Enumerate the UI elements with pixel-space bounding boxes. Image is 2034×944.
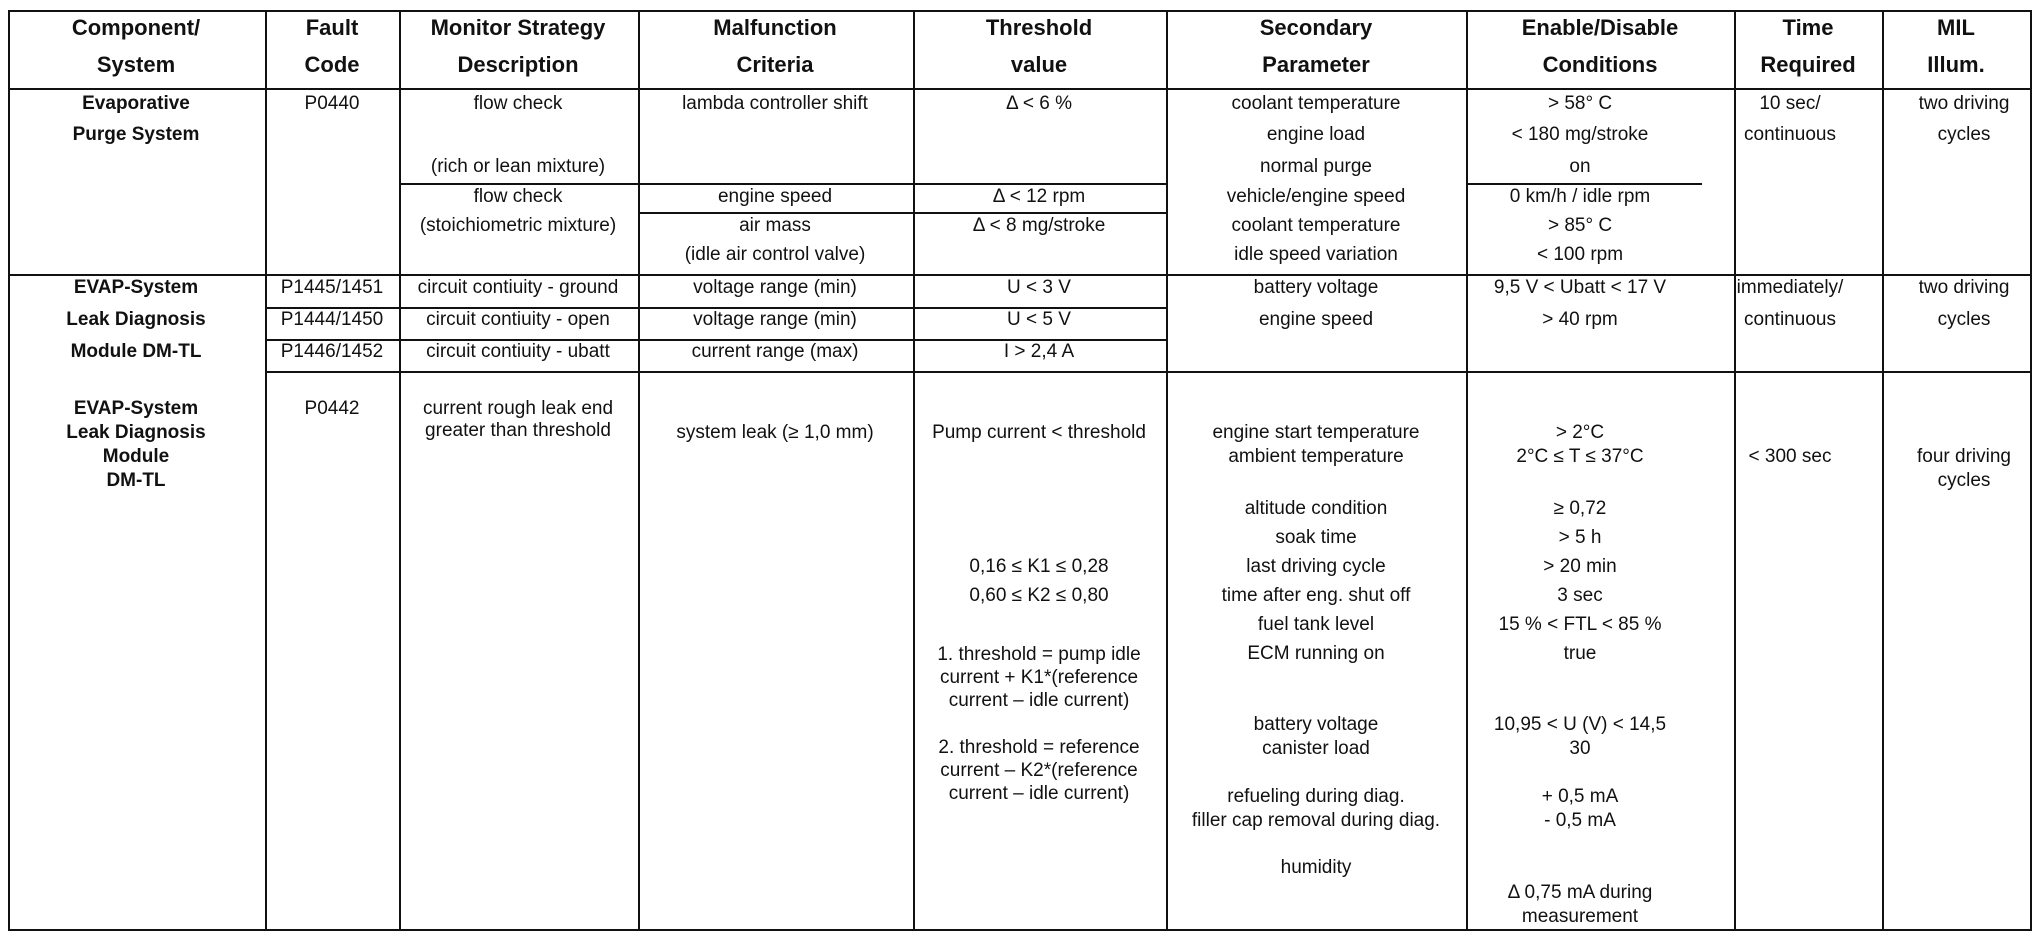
time-text: continuous — [1744, 309, 1836, 330]
secondary-text: time after eng. shut off — [1221, 585, 1411, 606]
malfunction-text: lambda controller shift — [682, 93, 868, 114]
header-malfunction: Criteria — [736, 52, 814, 77]
monitor-text: circuit contiuity - open — [426, 309, 610, 330]
time-text: 10 sec/ — [1759, 93, 1821, 114]
component-label: Module — [102, 446, 170, 467]
fault-code: P1446/1452 — [280, 341, 384, 362]
monitor-text: circuit contiuity - ground — [417, 277, 619, 298]
threshold-text: current – idle current) — [948, 690, 1130, 711]
threshold-text: Δ < 8 mg/stroke — [972, 215, 1106, 236]
secondary-text: vehicle/engine speed — [1226, 186, 1406, 207]
component-label: Evaporative — [82, 93, 190, 114]
condition-text: 30 — [1569, 738, 1591, 759]
malfunction-text: air mass — [739, 215, 811, 236]
condition-text: ≥ 0,72 — [1553, 498, 1607, 519]
condition-text: on — [1569, 156, 1591, 177]
secondary-text: engine start temperature — [1212, 422, 1420, 443]
secondary-text: last driving cycle — [1246, 556, 1386, 577]
condition-text: < 180 mg/stroke — [1511, 124, 1649, 145]
component-label: EVAP-System — [73, 277, 199, 298]
header-fault-code: Code — [304, 52, 360, 77]
mil-text: two driving — [1918, 277, 2010, 298]
condition-text: measurement — [1521, 906, 1639, 927]
secondary-text: normal purge — [1260, 156, 1372, 177]
threshold-text: U < 3 V — [1007, 277, 1071, 298]
header-threshold: value — [1010, 52, 1068, 77]
header-monitor: Description — [457, 52, 579, 77]
header-secondary: Secondary — [1259, 15, 1373, 40]
monitor-text: greater than threshold — [425, 420, 611, 441]
mil-text: cycles — [1937, 309, 1991, 330]
fault-code: P1445/1451 — [280, 277, 384, 298]
time-text: immediately/ — [1736, 277, 1844, 298]
header-mil: MIL — [1937, 15, 1975, 40]
condition-text: > 20 min — [1543, 556, 1617, 577]
secondary-text: coolant temperature — [1231, 215, 1401, 236]
condition-text: > 40 rpm — [1542, 309, 1618, 330]
threshold-text: current – K2*(reference — [940, 760, 1138, 781]
threshold-text: Δ < 6 % — [1005, 93, 1073, 114]
condition-text: > 5 h — [1558, 527, 1602, 548]
condition-text: 2°C ≤ T ≤ 37°C — [1516, 446, 1644, 467]
threshold-text: 1. threshold = pump idle — [937, 644, 1141, 665]
secondary-text: ambient temperature — [1228, 446, 1404, 467]
threshold-text: 2. threshold = reference — [938, 737, 1140, 758]
malfunction-text: voltage range (min) — [693, 277, 857, 298]
condition-text: true — [1563, 643, 1597, 664]
secondary-text: humidity — [1280, 857, 1352, 878]
threshold-text: I > 2,4 A — [1003, 341, 1075, 362]
mil-text: four driving — [1917, 446, 2011, 467]
secondary-text: filler cap removal during diag. — [1191, 810, 1441, 831]
header-malfunction: Malfunction — [713, 15, 837, 40]
secondary-text: engine speed — [1258, 309, 1374, 330]
malfunction-text: voltage range (min) — [693, 309, 857, 330]
secondary-text: engine load — [1266, 124, 1366, 145]
condition-text: 0 km/h / idle rpm — [1509, 186, 1651, 207]
header-monitor: Monitor Strategy — [430, 15, 606, 40]
secondary-text: soak time — [1275, 527, 1357, 548]
component-label: DM-TL — [106, 470, 166, 491]
header-conditions: Conditions — [1542, 52, 1658, 77]
component-label: Module DM-TL — [70, 341, 202, 362]
header-secondary: Parameter — [1262, 52, 1370, 77]
secondary-text: canister load — [1262, 738, 1370, 759]
condition-text: + 0,5 mA — [1541, 786, 1619, 807]
mil-text: cycles — [1937, 124, 1991, 145]
secondary-text: refueling during diag. — [1227, 786, 1405, 807]
condition-text: > 2°C — [1555, 422, 1605, 443]
header-threshold: Threshold — [985, 15, 1093, 40]
time-text: < 300 sec — [1748, 446, 1832, 467]
secondary-text: battery voltage — [1253, 277, 1379, 298]
component-label: Leak Diagnosis — [66, 309, 206, 330]
condition-text: < 100 rpm — [1536, 244, 1624, 265]
header-component: Component/ — [71, 15, 201, 40]
condition-text: > 85° C — [1547, 215, 1613, 236]
condition-text: - 0,5 mA — [1544, 810, 1616, 831]
monitor-text: current rough leak end — [422, 398, 614, 419]
header-time: Time — [1782, 15, 1834, 40]
threshold-text: Δ < 12 rpm — [992, 186, 1086, 207]
component-label: Leak Diagnosis — [66, 422, 206, 443]
header-fault-code: Fault — [305, 15, 359, 40]
condition-text: 3 sec — [1557, 585, 1603, 606]
header-mil: Illum. — [1927, 52, 1985, 77]
fault-code: P0440 — [304, 93, 360, 114]
monitor-text: (stoichiometric mixture) — [419, 215, 617, 236]
condition-text: 15 % < FTL < 85 % — [1498, 614, 1662, 635]
secondary-text: coolant temperature — [1231, 93, 1401, 114]
condition-text: 9,5 V < Ubatt < 17 V — [1493, 277, 1667, 298]
monitor-text: circuit contiuity - ubatt — [426, 341, 610, 362]
malfunction-text: engine speed — [717, 186, 833, 207]
secondary-text: idle speed variation — [1234, 244, 1398, 265]
header-component: System — [96, 52, 176, 77]
mil-text: two driving — [1918, 93, 2010, 114]
malfunction-text: current range (max) — [691, 341, 859, 362]
secondary-text: altitude condition — [1244, 498, 1388, 519]
threshold-text: 0,16 ≤ K1 ≤ 0,28 — [969, 556, 1109, 577]
mil-text: cycles — [1937, 470, 1991, 491]
condition-text: 10,95 < U (V) < 14,5 — [1493, 714, 1667, 735]
header-conditions: Enable/Disable — [1521, 15, 1679, 40]
condition-text: Δ 0,75 mA during — [1507, 882, 1653, 903]
threshold-text: current – idle current) — [948, 783, 1130, 804]
secondary-text: battery voltage — [1253, 714, 1379, 735]
header-time: Required — [1760, 52, 1856, 77]
threshold-text: Pump current < threshold — [932, 422, 1146, 443]
monitor-text: flow check — [473, 93, 563, 114]
malfunction-text: system leak (≥ 1,0 mm) — [676, 422, 874, 443]
component-label: Purge System — [72, 124, 200, 145]
secondary-text: fuel tank level — [1257, 614, 1375, 635]
threshold-text: 0,60 ≤ K2 ≤ 0,80 — [969, 585, 1109, 606]
monitor-text: flow check — [473, 186, 563, 207]
malfunction-text: (idle air control valve) — [684, 244, 866, 265]
time-text: continuous — [1744, 124, 1836, 145]
fault-code: P1444/1450 — [280, 309, 384, 330]
threshold-text: current + K1*(reference — [939, 667, 1139, 688]
monitor-text: (rich or lean mixture) — [430, 156, 606, 177]
secondary-text: ECM running on — [1247, 643, 1385, 664]
condition-text: > 58° C — [1547, 93, 1613, 114]
threshold-text: U < 5 V — [1007, 309, 1071, 330]
fault-code: P0442 — [304, 398, 360, 419]
component-label: EVAP-System — [73, 398, 199, 419]
